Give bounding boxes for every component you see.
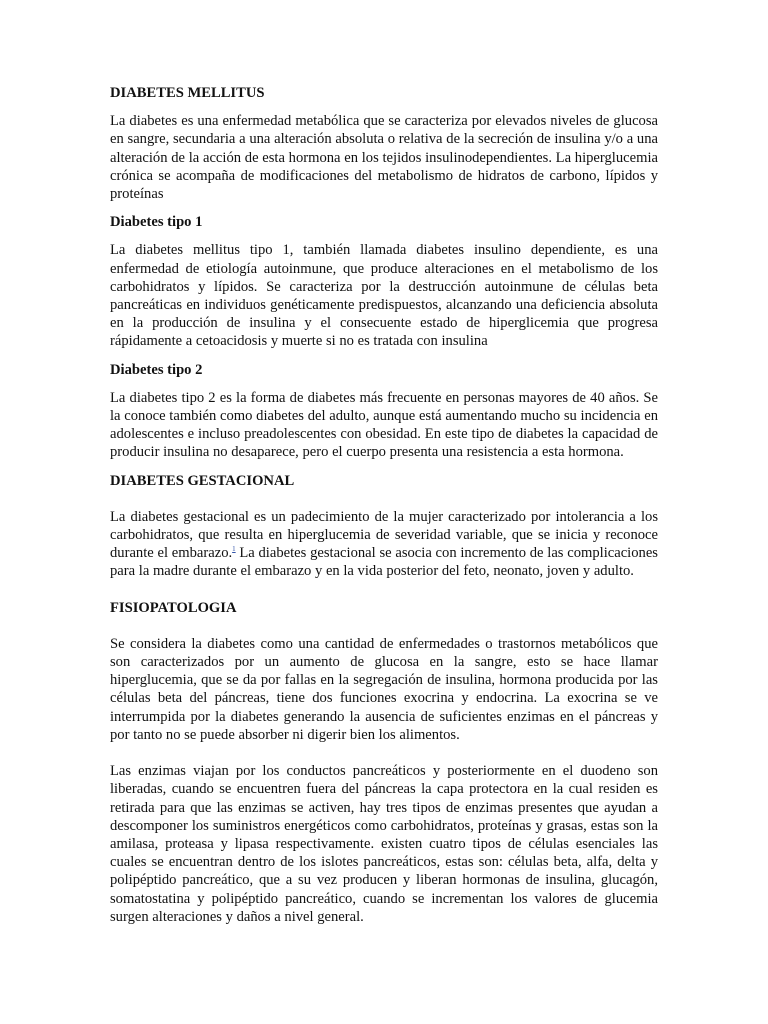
paragraph-diabetes-mellitus: La diabetes es una enfermedad metabólica que se caracteriza por elevados niveles de glucosa en sangre, secundaria a una alteración absoluta o relativa de la secreción de insulina y/o a una alteración de la acción de esta hormona en los tejidos insulinodependientes. La hiperglucemia crónica se acompaña de modificaciones del metabolismo de hidratos de carbono, lípidos y proteínas bbox=[110, 113, 658, 203]
paragraph-fisiopatologia-1: Se considera la diabetes como una cantidad de enfermedades o trastornos metabólicos que son caracterizados por un aumento de glucosa en la sangre, esto se hace llamar hiperglucemia, que se da por fallas en la segregación de insulina, hormona producida por las células beta del páncreas, tiene dos funciones exocrina y endocrina. La exocrina se ve interrumpida por la diabetes generando la ausencia de suficientes enzimas en el páncreas y por tanto no se puede absorber ni digerir bien los alimentos. bbox=[110, 635, 658, 743]
paragraph-diabetes-tipo-1: La diabetes mellitus tipo 1, también llamada diabetes insulino dependiente, es una enfermedad de etiología autoinmune, que produce alteraciones en el metabolismo de los carbohidratos y lípidos. Se caracteriza por la destrucción autoinmune de células beta pancreáticas en individuos genéticamente predispuestos, alcanzando una deficiencia absoluta en la producción de insulina y el consecuente estado de hiperglicemia que progresa rápidamente a cetoacidosis y muerte si no es tratada con insulina bbox=[110, 242, 658, 350]
paragraph-fisiopatologia-2: Las enzimas viajan por los conductos pancreáticos y posteriormente en el duodeno son liberadas, cuando se encuentren fuera del páncreas la capa protectora en la cual residen es retirada para que las enzimas se activen, hay tres tipos de enzimas presentes que ayudan a descomponer los suministros energéticos como carbohidratos, proteínas y grasas, estas son la amilasa, proteasa y lipasa respectivamente. existen cuatro tipos de células esenciales las cuales se encuentran dentro de los islotes pancreáticos, estas son: células beta, alfa, delta y polipéptido pancreático, que a su vez producen y liberan hormonas de insulina, glucagón, somatostatina y polipéptido pancreático, cuando se incrementan los valores de glucemia surgen alteraciones y daños a nivel general. bbox=[110, 763, 658, 925]
heading-diabetes-mellitus: DIABETES MELLITUS bbox=[110, 85, 265, 101]
gestacional-text-part1: La diabetes gestacional es un padecimiento de la mujer caracterizado por intolerancia a los carbohidratos, que resulta en hiperglucemia de severidad variable, que se inicia y reconoce durante el embarazo. bbox=[110, 508, 658, 562]
footnote-reference-link[interactable]: 1 bbox=[232, 545, 236, 554]
document-page bbox=[110, 84, 658, 934]
heading-diabetes-gestacional: DIABETES GESTACIONAL bbox=[110, 472, 295, 489]
gestacional-text-part2: La diabetes gestacional se asocia con incremento de las complicaciones para la madre durante el embarazo y en la vida posterior del feto, neonato, joven y adulto. bbox=[110, 545, 658, 580]
heading-fisiopatologia: FISIOPATOLOGIA bbox=[110, 599, 237, 616]
heading-diabetes-tipo-2: Diabetes tipo 2 bbox=[110, 361, 203, 378]
paragraph-diabetes-tipo-2: La diabetes tipo 2 es la forma de diabetes más frecuente en personas mayores de 40 años. Se la conoce también como diabetes del adulto, aunque está aumentando mucho su incidencia en adolescentes e incluso preadolescentes con obesidad. En este tipo de diabetes la capacidad de producir insulina no desaparece, pero el cuerpo presenta una resistencia a esta hormona. bbox=[110, 389, 658, 461]
paragraph-diabetes-gestacional bbox=[110, 508, 658, 581]
heading-diabetes-tipo-1: Diabetes tipo 1 bbox=[110, 214, 203, 231]
